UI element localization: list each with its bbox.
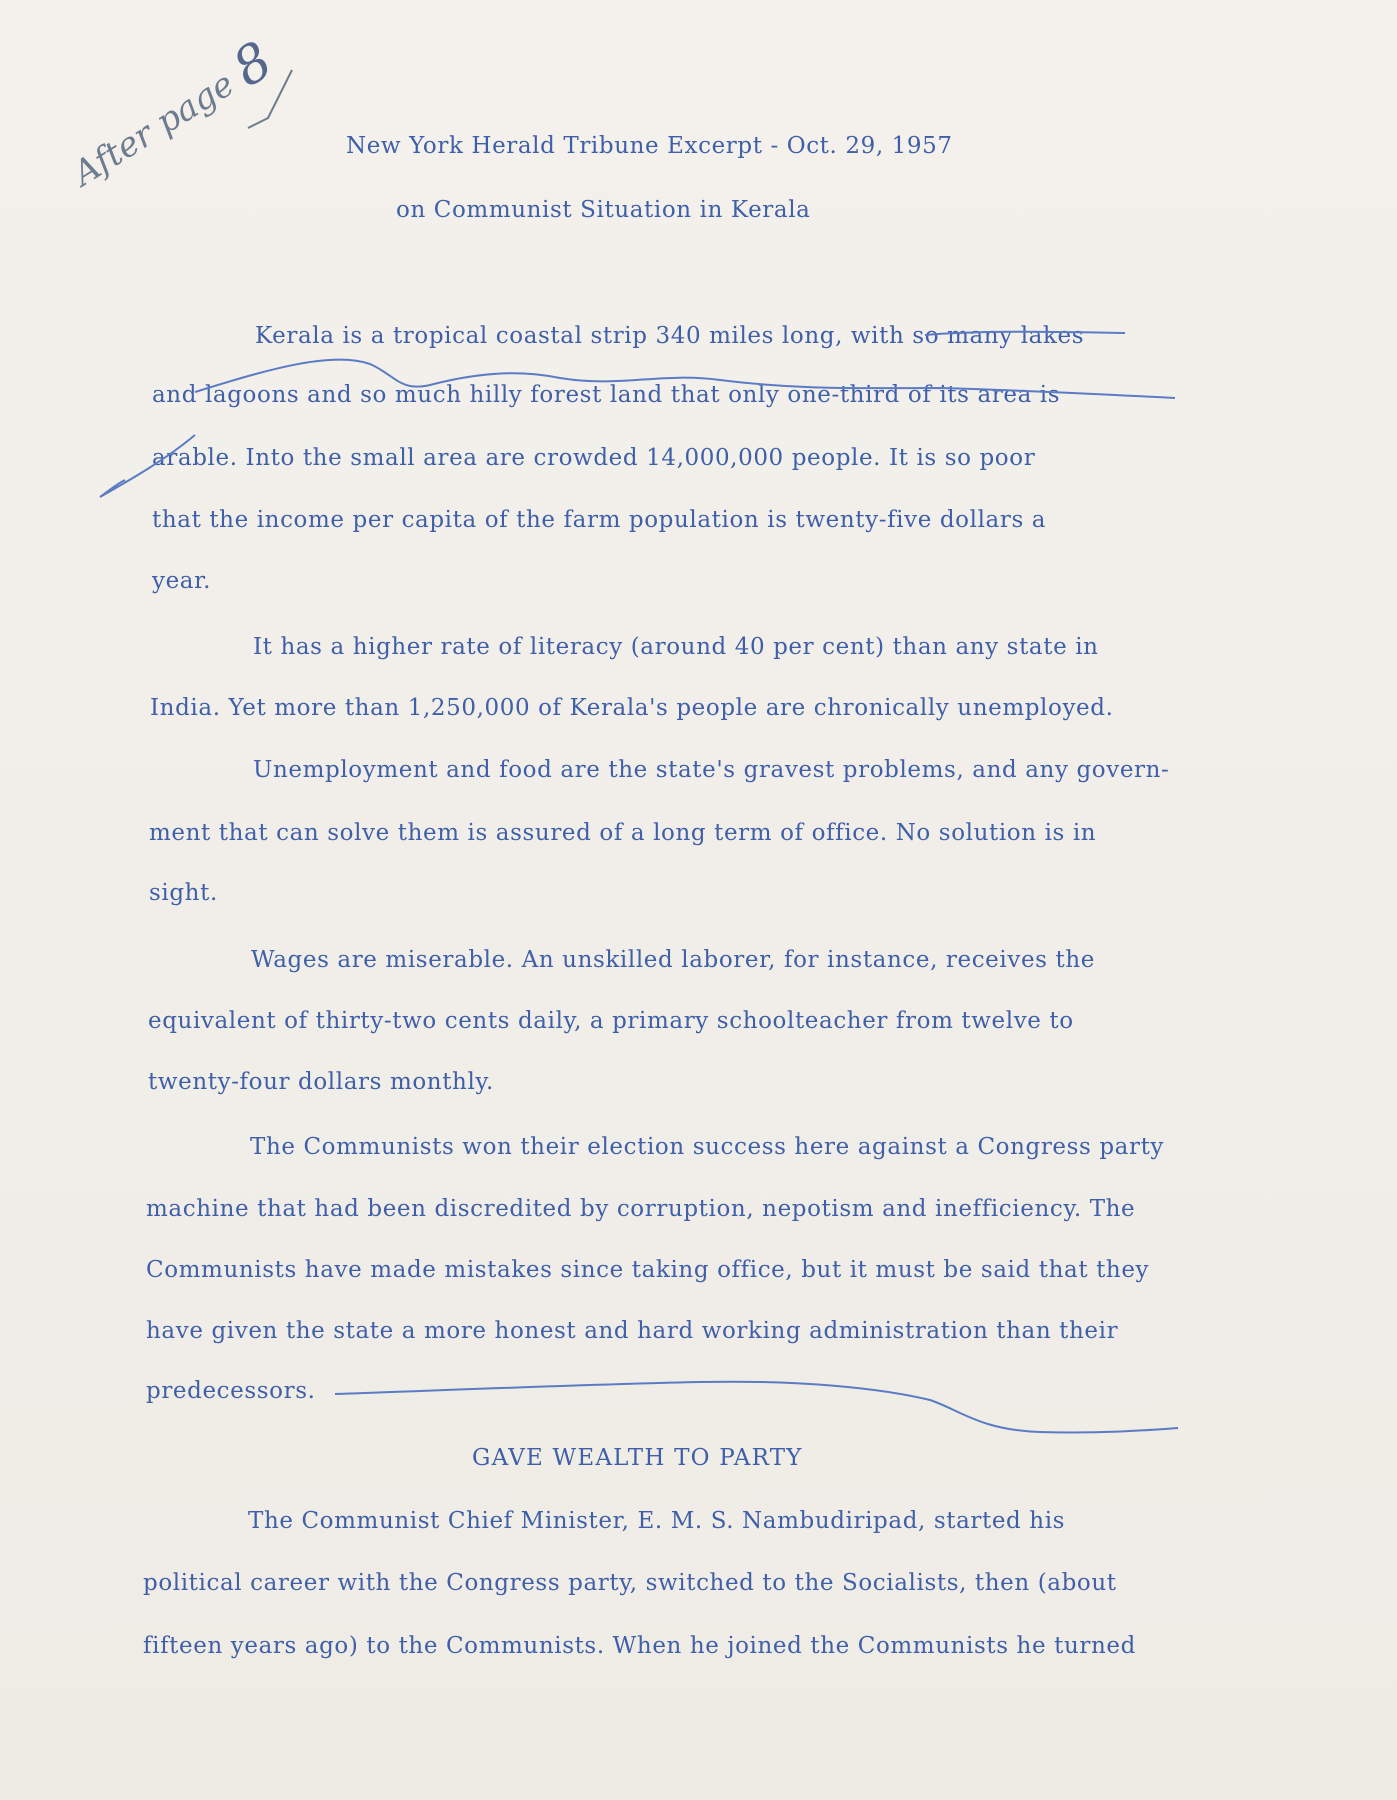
body-line: and lagoons and so much hilly forest land that only one-third of its area is [152,382,1061,408]
body-line: fifteen years ago) to the Communists. When he joined the Communists he turned [143,1633,1136,1659]
body-line: India. Yet more than 1,250,000 of Kerala's people are chronically unemployed. [150,695,1114,721]
body-line: predecessors. [146,1378,316,1404]
body-line: have given the state a more honest and hard working administration than their [146,1318,1119,1344]
handwritten-note-number: 8 [222,30,283,100]
body-line: equivalent of thirty-two cents daily, a primary schoolteacher from twelve to [148,1008,1074,1034]
handwritten-margin-note [60,31,283,201]
body-line: Kerala is a tropical coastal strip 340 miles long, with so many lakes [255,323,1085,349]
body-line: twenty-four dollars monthly. [148,1069,494,1095]
document-subtitle: on Communist Situation in Kerala [396,197,811,223]
body-line: Wages are miserable. An unskilled laborer, for instance, receives the [251,947,1095,973]
body-line: It has a higher rate of literacy (around 40 per cent) than any state in [253,634,1099,660]
handwritten-note-text: After page [66,64,242,195]
body-line: arable. Into the small area are crowded 14,000,000 people. It is so poor [152,445,1036,471]
body-line: sight. [149,880,218,906]
body-line: Communists have made mistakes since taking office, but it must be said that they [146,1257,1150,1283]
underline-predecessors [335,1382,1178,1433]
section-heading: GAVE WEALTH TO PARTY [472,1445,803,1471]
body-line: year. [152,568,212,594]
body-line: political career with the Congress party, switched to the Socialists, then (about [143,1570,1117,1596]
body-line: The Communist Chief Minister, E. M. S. Nambudiripad, started his [248,1508,1066,1534]
body-line: ment that can solve them is assured of a long term of office. No solution is in [149,820,1097,846]
body-line: that the income per capita of the farm population is twenty-five dollars a [152,507,1047,533]
body-line: The Communists won their election success here against a Congress party [250,1134,1165,1160]
body-line: machine that had been discredited by corruption, nepotism and inefficiency. The [146,1196,1136,1222]
document-title: New York Herald Tribune Excerpt - Oct. 29, 1957 [346,133,953,159]
body-line: Unemployment and food are the state's gravest problems, and any govern- [253,757,1170,783]
